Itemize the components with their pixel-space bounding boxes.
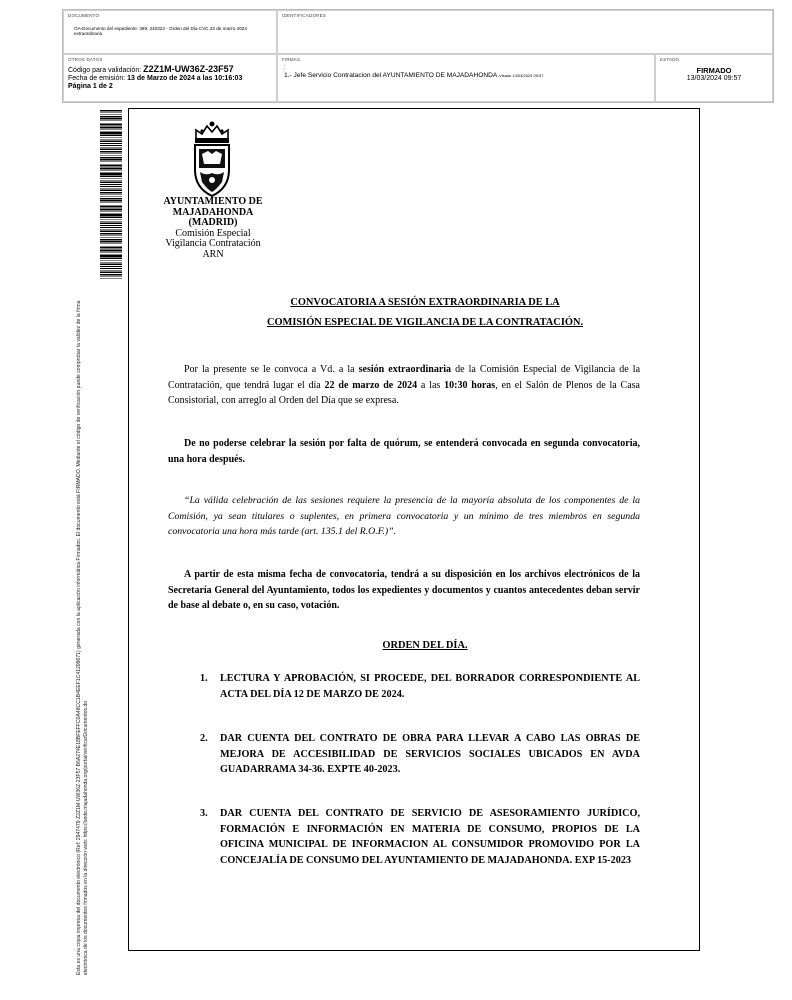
firmas-cell [277, 54, 655, 102]
agenda-title: ORDEN DEL DÍA. [382, 640, 468, 651]
org-line-1: AYUNTAMIENTO DE [163, 196, 263, 207]
otros-datos-cell [63, 54, 277, 102]
estado-label: ESTADO [660, 57, 680, 62]
status-date: 13/03/2024 09:57 [686, 75, 742, 82]
agenda-item-number: 1. [200, 673, 208, 684]
agenda-item-number: 2. [200, 733, 208, 744]
quorum-paragraph: De no poderse celebrar la sesión por falta de quórum, se entenderá convocada en segunda convocatoria, una hora después. [168, 438, 640, 465]
status-badge: FIRMADO [696, 66, 732, 75]
identificadores-cell [277, 10, 773, 54]
org-line-2: MAJADAHONDA [172, 206, 254, 218]
estado-cell [655, 54, 773, 102]
org-line-5: Vigilancia Contratación [165, 238, 261, 250]
otros-datos-text [68, 65, 242, 92]
emission-date-prefix: Fecha de emisión: [68, 75, 128, 83]
firmas-label: FIRMAS [282, 57, 301, 62]
documents-availability-paragraph: A partir de esta misma fecha de convocatoria, tendrá a su disposición en los archivos electrónicos de la Secretaría General del Ayuntamiento, todos los expedientes y documentos y cuantos antecedentes deban servir de base al debate o, en su caso, votación. [168, 569, 640, 612]
document-title-line-2: COMISIÓN ESPECIAL DE VIGILANCIA DE LA CONTRATACIÓN. [266, 317, 584, 328]
agenda-item-text: DAR CUENTA DEL CONTRATO DE SERVICIO DE ASESORAMIENTO JURÍDICO, FORMACIÓN E INFORMACIÓN EN MATERIA DE CONSUMO, PROPIOS DE LA OFICINA MUNICIPAL DE INFORMACION AL CONSUMIDOR PROMOVIDO POR LA CONCEJALÍA DE CONSUMO DEL AYUNTAMIENTO DE MAJADAHONDA. EXP 15-2023 [220, 808, 640, 866]
signature-text: 1.- Jefe Servicio Contratacion del AYUNTAMIENTO DE MAJADAHONDA. [284, 72, 500, 79]
org-line-4: Comisión Especial [175, 227, 251, 239]
documento-text: OA-Documento del expediente: 389, 240322 - Orden del Día CVC 22 de marzo 2024 extraordinaria [74, 26, 247, 37]
document-header-box [62, 9, 774, 103]
agenda-item-number: 3. [200, 808, 208, 819]
identificadores-label: IDENTIFICADORES [282, 13, 327, 18]
validation-code-prefix: Código para validación: [68, 67, 144, 74]
convocation-paragraph: Por la presente se le convoca a Vd. a la sesión extraordinaria de la Comisión Especial de Vigilancia de la Contratación, que tendrá lugar el día 22 de marzo de 2024 a las 10:30 horas, en el Salón de Plenos de la Casa Consistorial, con arreglo al Orden del Día que se expresa. [168, 364, 641, 407]
barcode-icon [100, 110, 122, 280]
documento-cell [63, 10, 277, 54]
documento-label: DOCUMENTO [68, 13, 100, 18]
validation-code: Z2Z1M-UW36Z-23F57 [143, 64, 234, 74]
municipal-coat-of-arms-icon [186, 120, 238, 198]
emission-date: 13 de Marzo de 2024 a las 10:16:03 [127, 75, 243, 83]
signature-visado: Visado 13/03/2024 09:57 [499, 73, 544, 78]
signature-line [284, 72, 544, 79]
agenda-item-text: DAR CUENTA DEL CONTRATO DE OBRA PARA LLEVAR A CABO LAS OBRAS DE MEJORA DE ACCESIBILIDAD DE SERVICIOS SOCIALES UBICADOS EN AVDA GUADARRAMA 34-36. EXPTE 40-2023. [220, 733, 640, 776]
org-line-6: ARN [202, 248, 224, 260]
otros-datos-label: OTROS DATOS [68, 57, 103, 62]
firmas-colon: : [284, 65, 286, 71]
page-count: Página 1 de 2 [68, 83, 113, 91]
legal-quote-paragraph: “La válida celebración de las sesiones requiere la presencia de la mayoría absoluta de los componentes de la Comisión, ya sean titulares o suplentes, en primera convocatoria y un mínimo de tres miembros en segunda convocatoria una hora más tarde (art. 135.1 del R.O.F.)”. [168, 495, 640, 538]
document-title-line-1: CONVOCATORIA A SESIÓN EXTRAORDINARIA DE LA [290, 297, 560, 308]
emission-date-line [68, 75, 242, 83]
agenda-item-text: LECTURA Y APROBACIÓN, SI PROCEDE, DEL BORRADOR CORRESPONDIENTE AL ACTA DEL DÍA 12 DE MARZO DE 2024. [220, 673, 640, 700]
verification-side-text: Esta es una copia impresa del documento electrónico (Ref: 2947479 Z2Z1M-UW36Z-23F57 B6A274E18BFEFFC0A48CC1B4EEF1C41299071) generada con la aplicación informática Firmadoc. El documento está FIRMADO. Mediante el código de verificación puede comprobar la validez de la firma electrónica de los documentos firmados en la dirección web: https://sede.majadahonda.org/portal/verificarDocumentos.do [76, 300, 89, 975]
validation-code-line [68, 65, 242, 75]
org-line-3: (MADRID) [188, 217, 238, 229]
organization-block [148, 197, 278, 261]
